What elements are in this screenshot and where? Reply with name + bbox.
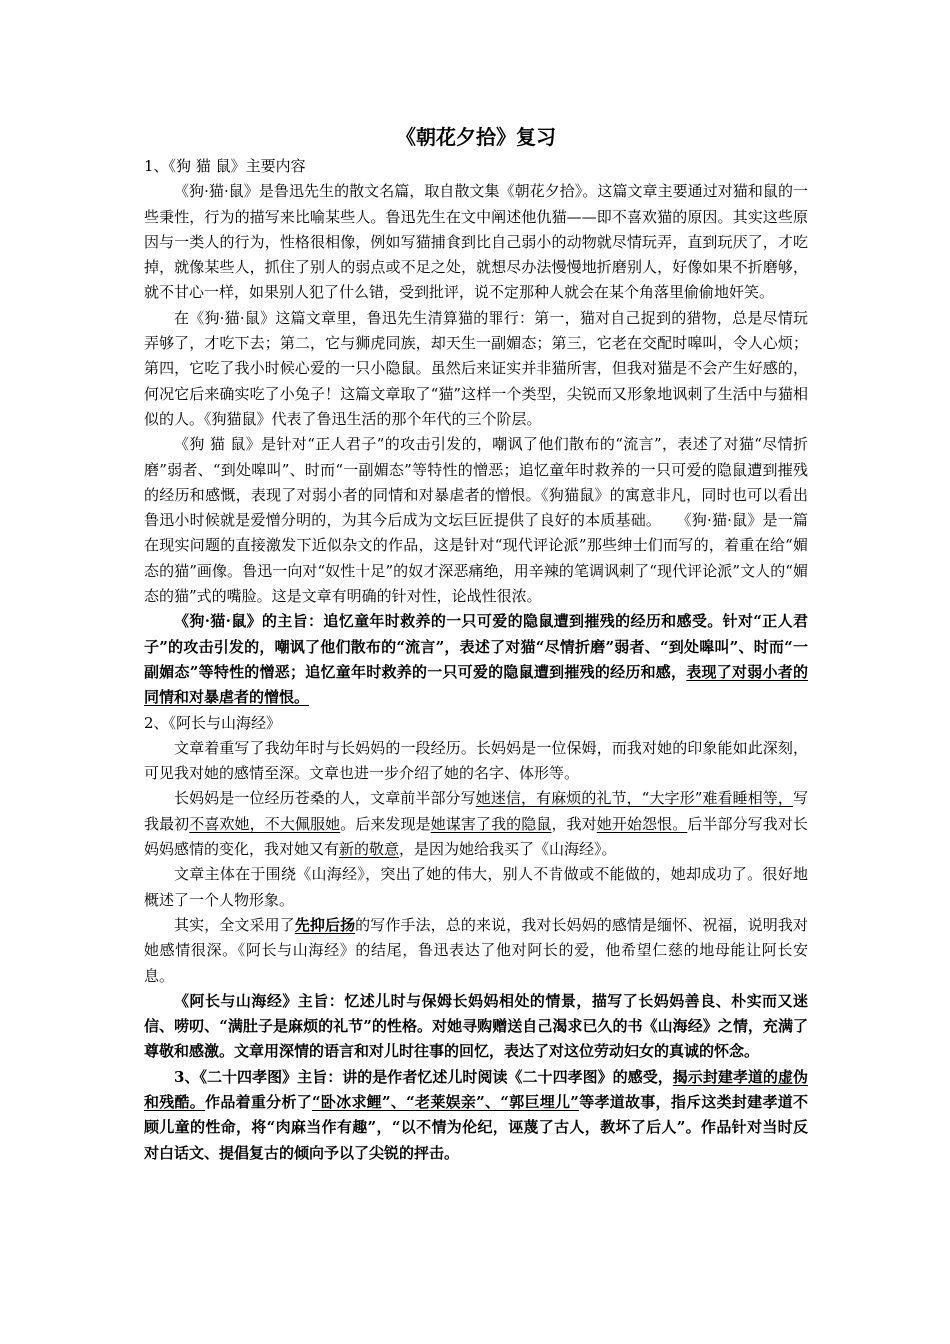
text-run: 后半部分写我对长妈妈感情的变化，我对她又有 [144, 814, 808, 859]
text-run: 3、《二十四孝图》主旨：讲的是作者忆述儿时阅读《二十四孝图》的感受， [174, 1067, 673, 1086]
document-page [144, 120, 808, 1166]
text-run: 写我最初 [144, 789, 808, 833]
document-title: 《朝花夕拾》复习 [396, 125, 556, 149]
section-1-theme-text: 《狗·猫·鼠》的主旨：追忆童年时救养的一只可爱的隐鼠遭到摧残的经历和感受。针对“正人君子”的攻击引发的，嘲讽了他们散布的“流言”，表述了对猫“尽情折磨”弱者、“到处嗥叫”、时而“一副媚态”等特性的憎恶；追忆童年时救养的一只可爱的隐鼠遭到摧残的经历和感， [144, 612, 808, 681]
section-2-paragraph-4 [144, 913, 808, 989]
underlined-run: 她谋害了我的隐鼠 [430, 814, 552, 833]
section-2-paragraph-2 [144, 786, 808, 862]
section-1-heading: 1、《狗 猫 鼠》主要内容 [144, 157, 306, 175]
underlined-run: 她迷信，有麻烦的礼节，“大字形”难看睡相等， [475, 789, 793, 808]
underlined-run: 新的敬意 [339, 840, 400, 859]
work-title-spaced: 《狗 猫 鼠》 [174, 435, 262, 454]
section-1-paragraph-3-text: 是针对“正人君子”的攻击引发的，嘲讽了他们散布的“流言”，表述了对猫“尽情折磨”弱者、“到处嗥叫”、时而“一副媚态”等特性的憎恶；追忆童年时救养的一只可爱的隐鼠遭到摧残的经历和感慨，表现了对弱小者的同情和对暴虐者的憎恨。《狗猫鼠》的寓意非凡，同时也可以看出鲁迅小时候就是爱憎分明的，为其今后成为文坛巨匠提供了良好的本质基础。 《狗·猫·鼠》是一篇在现实问题的直接激发下近似杂文的作品，这是针对“现代评论派”那些绅士们而写的，着重在给“媚态的猫”画像。鲁迅一向对“奴性十足”的奴才深恶痛绝，用辛辣的笔调讽刺了“现代评论派”文人的“媚态的猫”式的嘴脸。这是文章有明确的针对性，论战性很浓。 [144, 435, 808, 606]
section-1-theme [144, 609, 808, 710]
underlined-run: “卧冰求鲤”、“老莱娱亲”、“郭巨埋儿” [312, 1092, 579, 1111]
section-1-paragraph-1: 《狗·猫·鼠》是鲁迅先生的散文名篇，取自散文集《朝花夕拾》。这篇文章主要通过对猫和鼠的一些秉性，行为的描写来比喻某些人。鲁迅先生在文中阐述他仇猫——即不喜欢猫的原因。其实这些原因与一类人的行为，性格很相像，例如写猫捕食到比自己弱小的动物就尽情玩弄，直到玩厌了，才吃掉，就像某些人，抓住了别人的弱点或不足之处，就想尽办法慢慢地折磨别人，好像如果不折磨够，就不甘心一样，如果别人犯了什么错，受到批评，说不定那种人就会在某个角落里偷偷地奸笑。 [144, 182, 808, 302]
text-run: 其实，全文采用了 [174, 915, 295, 934]
section-1-paragraph-3 [144, 432, 808, 609]
section-1-paragraph-2: 在《狗·猫·鼠》这篇文章里，鲁迅先生清算猫的罪行：第一，猫对自己捉到的猎物，总是尽情玩弄够了，才吃下去；第二，它与狮虎同族，却天生一副媚态；第三，它老在交配时嗥叫，令人心烦；第四，它吃了我小时候心爱的一只小隐鼠。虽然后来证实并非猫所害，但我对猫是不会产生好感的，何况它后来确实吃了小兔子！这篇文章取了“猫”这样一个类型，尖锐而又形象地讽刺了生活中与猫相似的人。《狗猫鼠》代表了鲁迅生活的那个年代的三个阶层。 [144, 308, 808, 428]
text-run: ，是因为她给我买了《山海经》。 [399, 840, 617, 859]
section-2-paragraph-3: 文章主体在于围绕《山海经》，突出了她的伟大，别人不肯做或不能做的，她却成功了。很好地概述了一个人物形象。 [144, 865, 808, 909]
text-run: 作品着重分析了 [205, 1092, 312, 1111]
underlined-run: 她开始怨恨。 [596, 814, 688, 833]
text-run: ，我对 [551, 814, 597, 833]
underlined-bold-run: 先抑后扬 [294, 915, 356, 934]
text-run: 的写作手法，总的来说，我对长妈妈的感情是缅怀、祝福，说明我对她感情很深。《阿长与山海经》的结尾，鲁迅表达了他对阿长的爱，他希望仁慈的地母能让阿长安息。 [144, 915, 808, 985]
underlined-run: 不喜欢她，不大佩服她 [189, 814, 341, 833]
text-run: 长妈妈是一位经历苍桑的人，文章前半部分写 [174, 789, 476, 808]
section-2-paragraph-1: 文章着重写了我幼年时与长妈妈的一段经历。长妈妈是一位保姆，而我对她的印象能如此深刻，可见我对她的感情至深。文章也进一步介绍了她的名字、体形等。 [144, 738, 808, 783]
text-run: 。后来发现是 [340, 814, 431, 833]
section-2-theme: 《阿长与山海经》主旨：忆述儿时与保姆长妈妈相处的情景，描写了长妈妈善良、朴实而又迷信、唠叨、“满肚子是麻烦的礼节”的性格。对她寻购赠送自己渴求已久的书《山海经》之情，充满了尊敬和感激。文章用深情的语言和对儿时往事的回忆，表达了对这位劳动妇女的真诚的怀念。 [144, 991, 808, 1061]
text-run: 等孝道故事，指斥这类封建孝道不顾儿童的性命，将“肉麻当作有趣”，“以不情为伦纪，诬蔑了古人，教坏了后人”。作品针对当时反对白话文、提倡复古的倾向予以了尖锐的抨击。 [144, 1092, 808, 1162]
section-2-heading: 2、《阿长与山海经》 [144, 713, 282, 732]
underlined-run: 揭示封建孝道的虚伪和残酷。 [144, 1067, 808, 1111]
section-1-theme-underlined: 表现了对弱小者的同情和对暴虐者的憎恨。 [144, 662, 808, 707]
section-3-theme [144, 1065, 808, 1166]
